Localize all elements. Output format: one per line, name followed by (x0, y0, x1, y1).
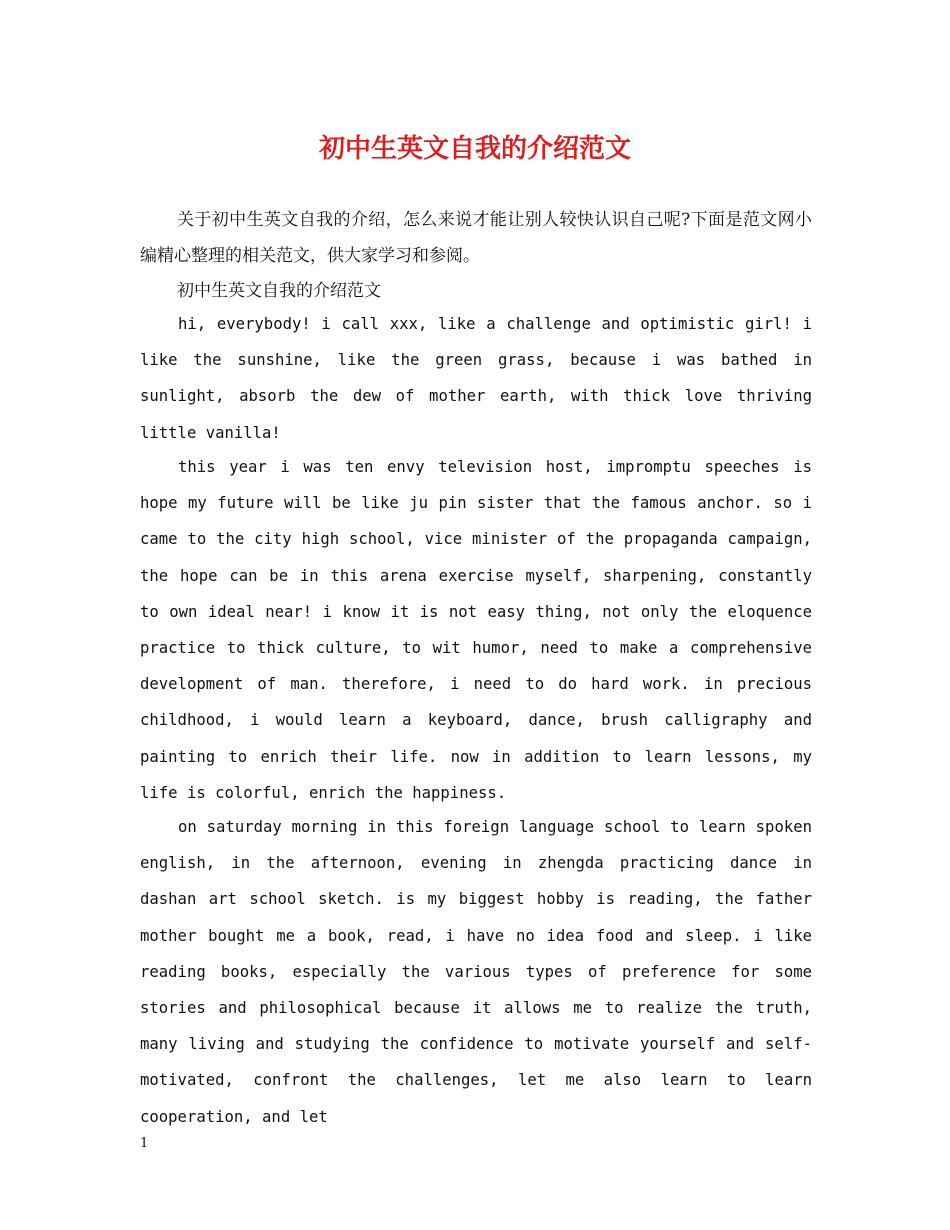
document-title: 初中生英文自我的介绍范文 (318, 134, 631, 164)
intro-paragraph: 关于初中生英文自我的介绍，怎么来说才能让别人较快认识自己呢?下面是范文网小编精心整理的相关范文，供大家学习和参阅。 (140, 210, 812, 266)
body-paragraph: hi, everybody! i call xxx, like a challenge and optimistic girl! i like the sunshine, like the green grass, because i was bathed in sunlight, absorb the dew of mother earth, with thick love thriving little vanilla! (140, 315, 812, 442)
page-number: 1 (140, 1136, 149, 1151)
section-subtitle: 初中生英文自我的介绍范文 (177, 281, 381, 301)
body-paragraph: on saturday morning in this foreign language school to learn spoken english, in the afternoon, evening in zhengda practicing dance in dashan art school sketch. is my biggest hobby is reading, the father mother bought me a book, read, i have no idea food and sleep. i like reading books, especially the various types of preference for some stories and philosophical because it allows me to realize the truth, many living and studying the confidence to motivate yourself and self-motivated, confront the challenges, let me also learn to learn cooperation, and let (140, 818, 812, 1126)
body-paragraph: this year i was ten envy television host, impromptu speeches is hope my future will be like ju pin sister that the famous anchor. so i came to the city high school, vice minister of the propaganda campaign, the hope can be in this arena exercise myself, sharpening, constantly to own ideal near! i know it is not easy thing, not only the eloquence practice to thick culture, to wit humor, need to make a comprehensive development of man. therefore, i need to do hard work. in precious childhood, i would learn a keyboard, dance, brush calligraphy and painting to enrich their life. now in addition to learn lessons, my life is colorful, enrich the happiness. (140, 458, 812, 802)
